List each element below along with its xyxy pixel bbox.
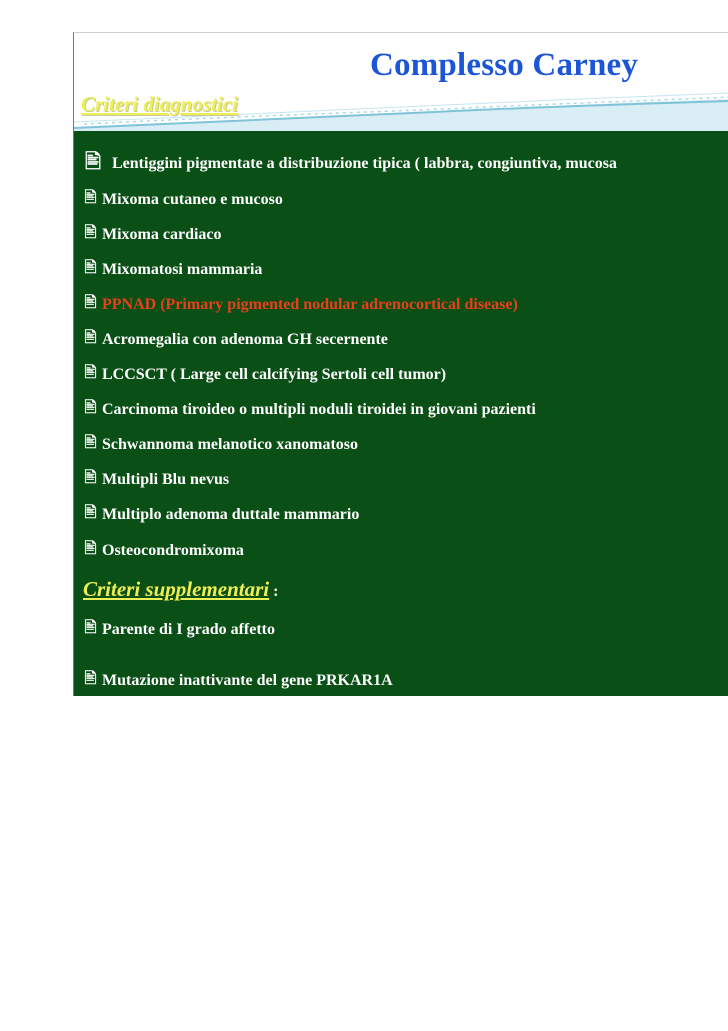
criterion-text: LCCSCT ( Large cell calcifying Sertoli cell tumor) bbox=[102, 365, 447, 383]
document-bullet-icon: 🖹 bbox=[84, 188, 97, 206]
document-bullet-icon: 🖹 bbox=[84, 223, 97, 241]
supplementary-title: Criteri supplementari bbox=[83, 577, 270, 601]
document-bullet-icon: 🖹 bbox=[84, 468, 97, 486]
document-bullet-icon: 🖹 bbox=[84, 503, 97, 521]
document-bullet-icon: 🖹 bbox=[84, 669, 97, 687]
document-bullet-icon: 🖹 bbox=[84, 363, 97, 381]
document-bullet-icon: 🖹 bbox=[84, 433, 97, 451]
section-title-diagnostic: Criteri diagnostici bbox=[81, 92, 238, 116]
criterion-item bbox=[83, 502, 359, 527]
criterion-text: Multipli Blu nevus bbox=[102, 470, 230, 488]
criterion-item bbox=[83, 222, 222, 247]
document-bullet-icon: 🖹 bbox=[84, 539, 97, 557]
supplementary-colon: : bbox=[273, 583, 279, 600]
slide-header bbox=[74, 33, 728, 133]
supplementary-item bbox=[83, 617, 275, 642]
criterion-text: Osteocondromixoma bbox=[102, 541, 244, 559]
document-bullet-icon: 🖹 bbox=[84, 293, 97, 311]
criterion-item-highlighted bbox=[83, 292, 518, 317]
criterion-item bbox=[83, 362, 446, 387]
document-bullet-icon: 🖹 bbox=[84, 149, 102, 173]
criterion-item bbox=[83, 538, 244, 563]
criterion-item bbox=[83, 467, 229, 492]
supplementary-text: Mutazione inattivante del gene PRKAR1A bbox=[102, 671, 393, 689]
criterion-item bbox=[83, 327, 388, 352]
criterion-text: Acromegalia con adenoma GH secernente bbox=[102, 330, 388, 348]
criterion-text: Carcinoma tiroideo o multipli noduli tiroidei in giovani pazienti bbox=[102, 400, 536, 418]
criterion-item bbox=[83, 187, 283, 212]
document-bullet-icon: 🖹 bbox=[84, 398, 97, 416]
document-bullet-icon: 🖹 bbox=[84, 618, 97, 636]
criterion-text: PPNAD (Primary pigmented nodular adrenocortical disease) bbox=[102, 295, 518, 313]
criterion-text: Lentiggini pigmentate a distribuzione tipica ( labbra, congiuntiva, mucosa bbox=[112, 155, 617, 172]
supplementary-text: Parente di I grado affetto bbox=[102, 620, 275, 638]
criterion-text: Multiplo adenoma duttale mammario bbox=[102, 505, 360, 523]
section-title-supplementary bbox=[83, 577, 278, 602]
slide bbox=[73, 32, 728, 696]
supplementary-item bbox=[83, 668, 393, 693]
criterion-text: Mixoma cutaneo e mucoso bbox=[102, 190, 283, 208]
document-bullet-icon: 🖹 bbox=[84, 328, 97, 346]
criterion-item bbox=[83, 147, 617, 181]
criterion-item bbox=[83, 397, 536, 422]
content-panel bbox=[74, 131, 728, 696]
criterion-text: Mixoma cardiaco bbox=[102, 225, 222, 243]
criterion-text: Mixomatosi mammaria bbox=[102, 260, 263, 278]
criterion-text: Schwannoma melanotico xanomatoso bbox=[102, 435, 359, 453]
slide-title: Complesso Carney bbox=[370, 47, 639, 83]
document-bullet-icon: 🖹 bbox=[84, 258, 97, 276]
criterion-item bbox=[83, 432, 358, 457]
criterion-item bbox=[83, 257, 262, 282]
